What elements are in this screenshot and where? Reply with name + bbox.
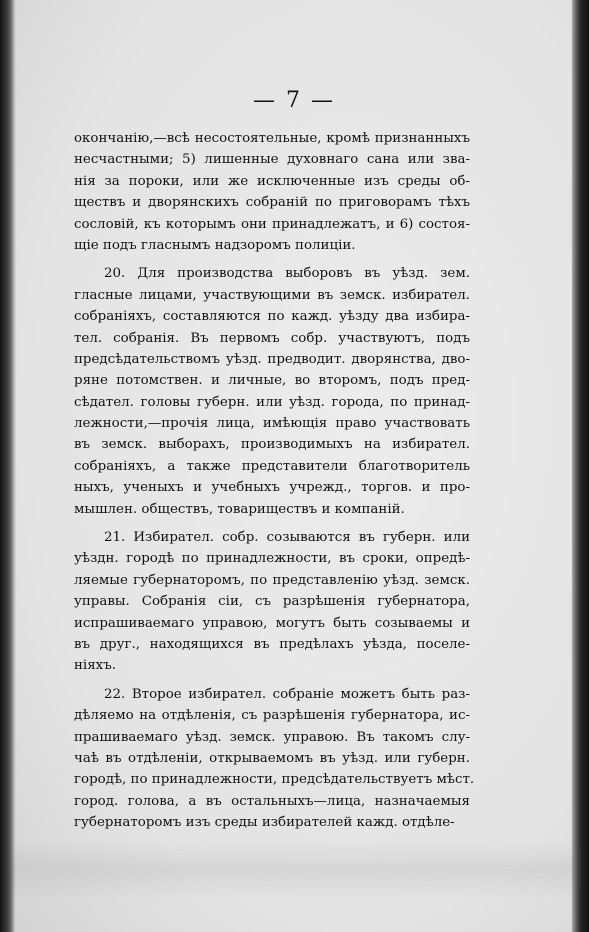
paragraph <box>74 128 470 256</box>
paragraph <box>74 684 475 834</box>
text-line: дѣляемо на отдѣленія, съ разрѣшенія губернатора, ис- <box>74 708 470 724</box>
text-line: ляемые губернаторомъ, по представленію уѣзд. земск. <box>74 572 470 588</box>
text-line: сѣдател. головы губерн. или уѣзд. города, по принад- <box>74 394 470 410</box>
text-line: городѣ, по принадлежности, предсѣдательствуетъ мѣст. <box>74 772 475 788</box>
text-line: город. голова, а въ остальныхъ—лица, назначаемыя <box>74 793 470 809</box>
text-line: тел. собранія. Въ первомъ собр. участвуютъ, подъ <box>74 330 470 346</box>
text-line: щіе подъ гласнымъ надзоромъ полиціи. <box>74 237 356 253</box>
text-line: предсѣдательствомъ уѣзд. предводит. дворянства, дво- <box>74 351 470 367</box>
body-text <box>74 128 475 841</box>
paragraph <box>74 527 470 677</box>
text-line: губернаторомъ изъ среды избирателей кажд. отдѣле- <box>74 815 455 831</box>
text-line: въ земск. выборахъ, производимыхъ на избирател. <box>74 437 470 453</box>
text-line: собраніяхъ, а также представители благотворитель <box>74 458 470 474</box>
text-line: несчастными; 5) лишенные духовнаго сана или зва- <box>74 152 470 168</box>
text-line: 22. Второе избирател. собраніе можетъ быть раз- <box>104 686 470 702</box>
text-line: лежности,—прочія лица, имѣющія право участвовать <box>74 416 470 432</box>
text-line: уѣздн. городѣ по принадлежности, въ сроки, опредѣ- <box>74 551 470 567</box>
text-line: ществъ и дворянскихъ собраній по приговорамъ тѣхъ <box>74 195 470 211</box>
text-line: 21. Избирател. собр. созываются въ губерн. или <box>104 530 470 546</box>
text-line: окончанію,—всѣ несостоятельные, кромѣ признанныхъ <box>74 131 470 146</box>
text-line: прашиваемаго уѣзд. земск. управою. Въ такомъ слу- <box>74 729 470 745</box>
page-number: — 7 — <box>253 88 335 113</box>
text-line: мышлен. обществъ, товариществъ и компаній. <box>74 501 405 517</box>
text-line: чаѣ въ отдѣленіи, открываемомъ въ уѣзд. или губерн. <box>74 750 470 766</box>
scan-edge-right <box>571 0 589 932</box>
text-line: въ друг., находящихся въ предѣлахъ уѣзда, поселе- <box>74 636 470 652</box>
text-line: ніяхъ. <box>74 658 116 674</box>
text-line: нія за пороки, или же исключенные изъ среды об- <box>74 173 470 189</box>
text-line: ныхъ, ученыхъ и учебныхъ учрежд., торгов. и про- <box>74 480 470 496</box>
text-line: собраніяхъ, составляются по кажд. уѣзду два избира- <box>74 309 470 325</box>
paragraph <box>74 263 470 520</box>
text-line: гласные лицами, участвующими въ земск. избирател. <box>74 287 470 303</box>
text-line: управы. Собранія сіи, съ разрѣшенія губернатора, <box>74 594 470 610</box>
text-line: ряне потомствен. и личные, во второмъ, подъ пред- <box>74 373 470 389</box>
text-line: сословій, къ которымъ они принадлежатъ, и 6) состоя- <box>74 216 470 232</box>
scan-smudge <box>0 840 589 900</box>
scan-edge-left <box>0 0 16 932</box>
page-sheet <box>16 0 572 932</box>
text-line: испрашиваемаго управою, могутъ быть созываемы и <box>74 615 470 631</box>
text-line: 20. Для производства выборовъ въ уѣзд. зем. <box>104 266 470 282</box>
